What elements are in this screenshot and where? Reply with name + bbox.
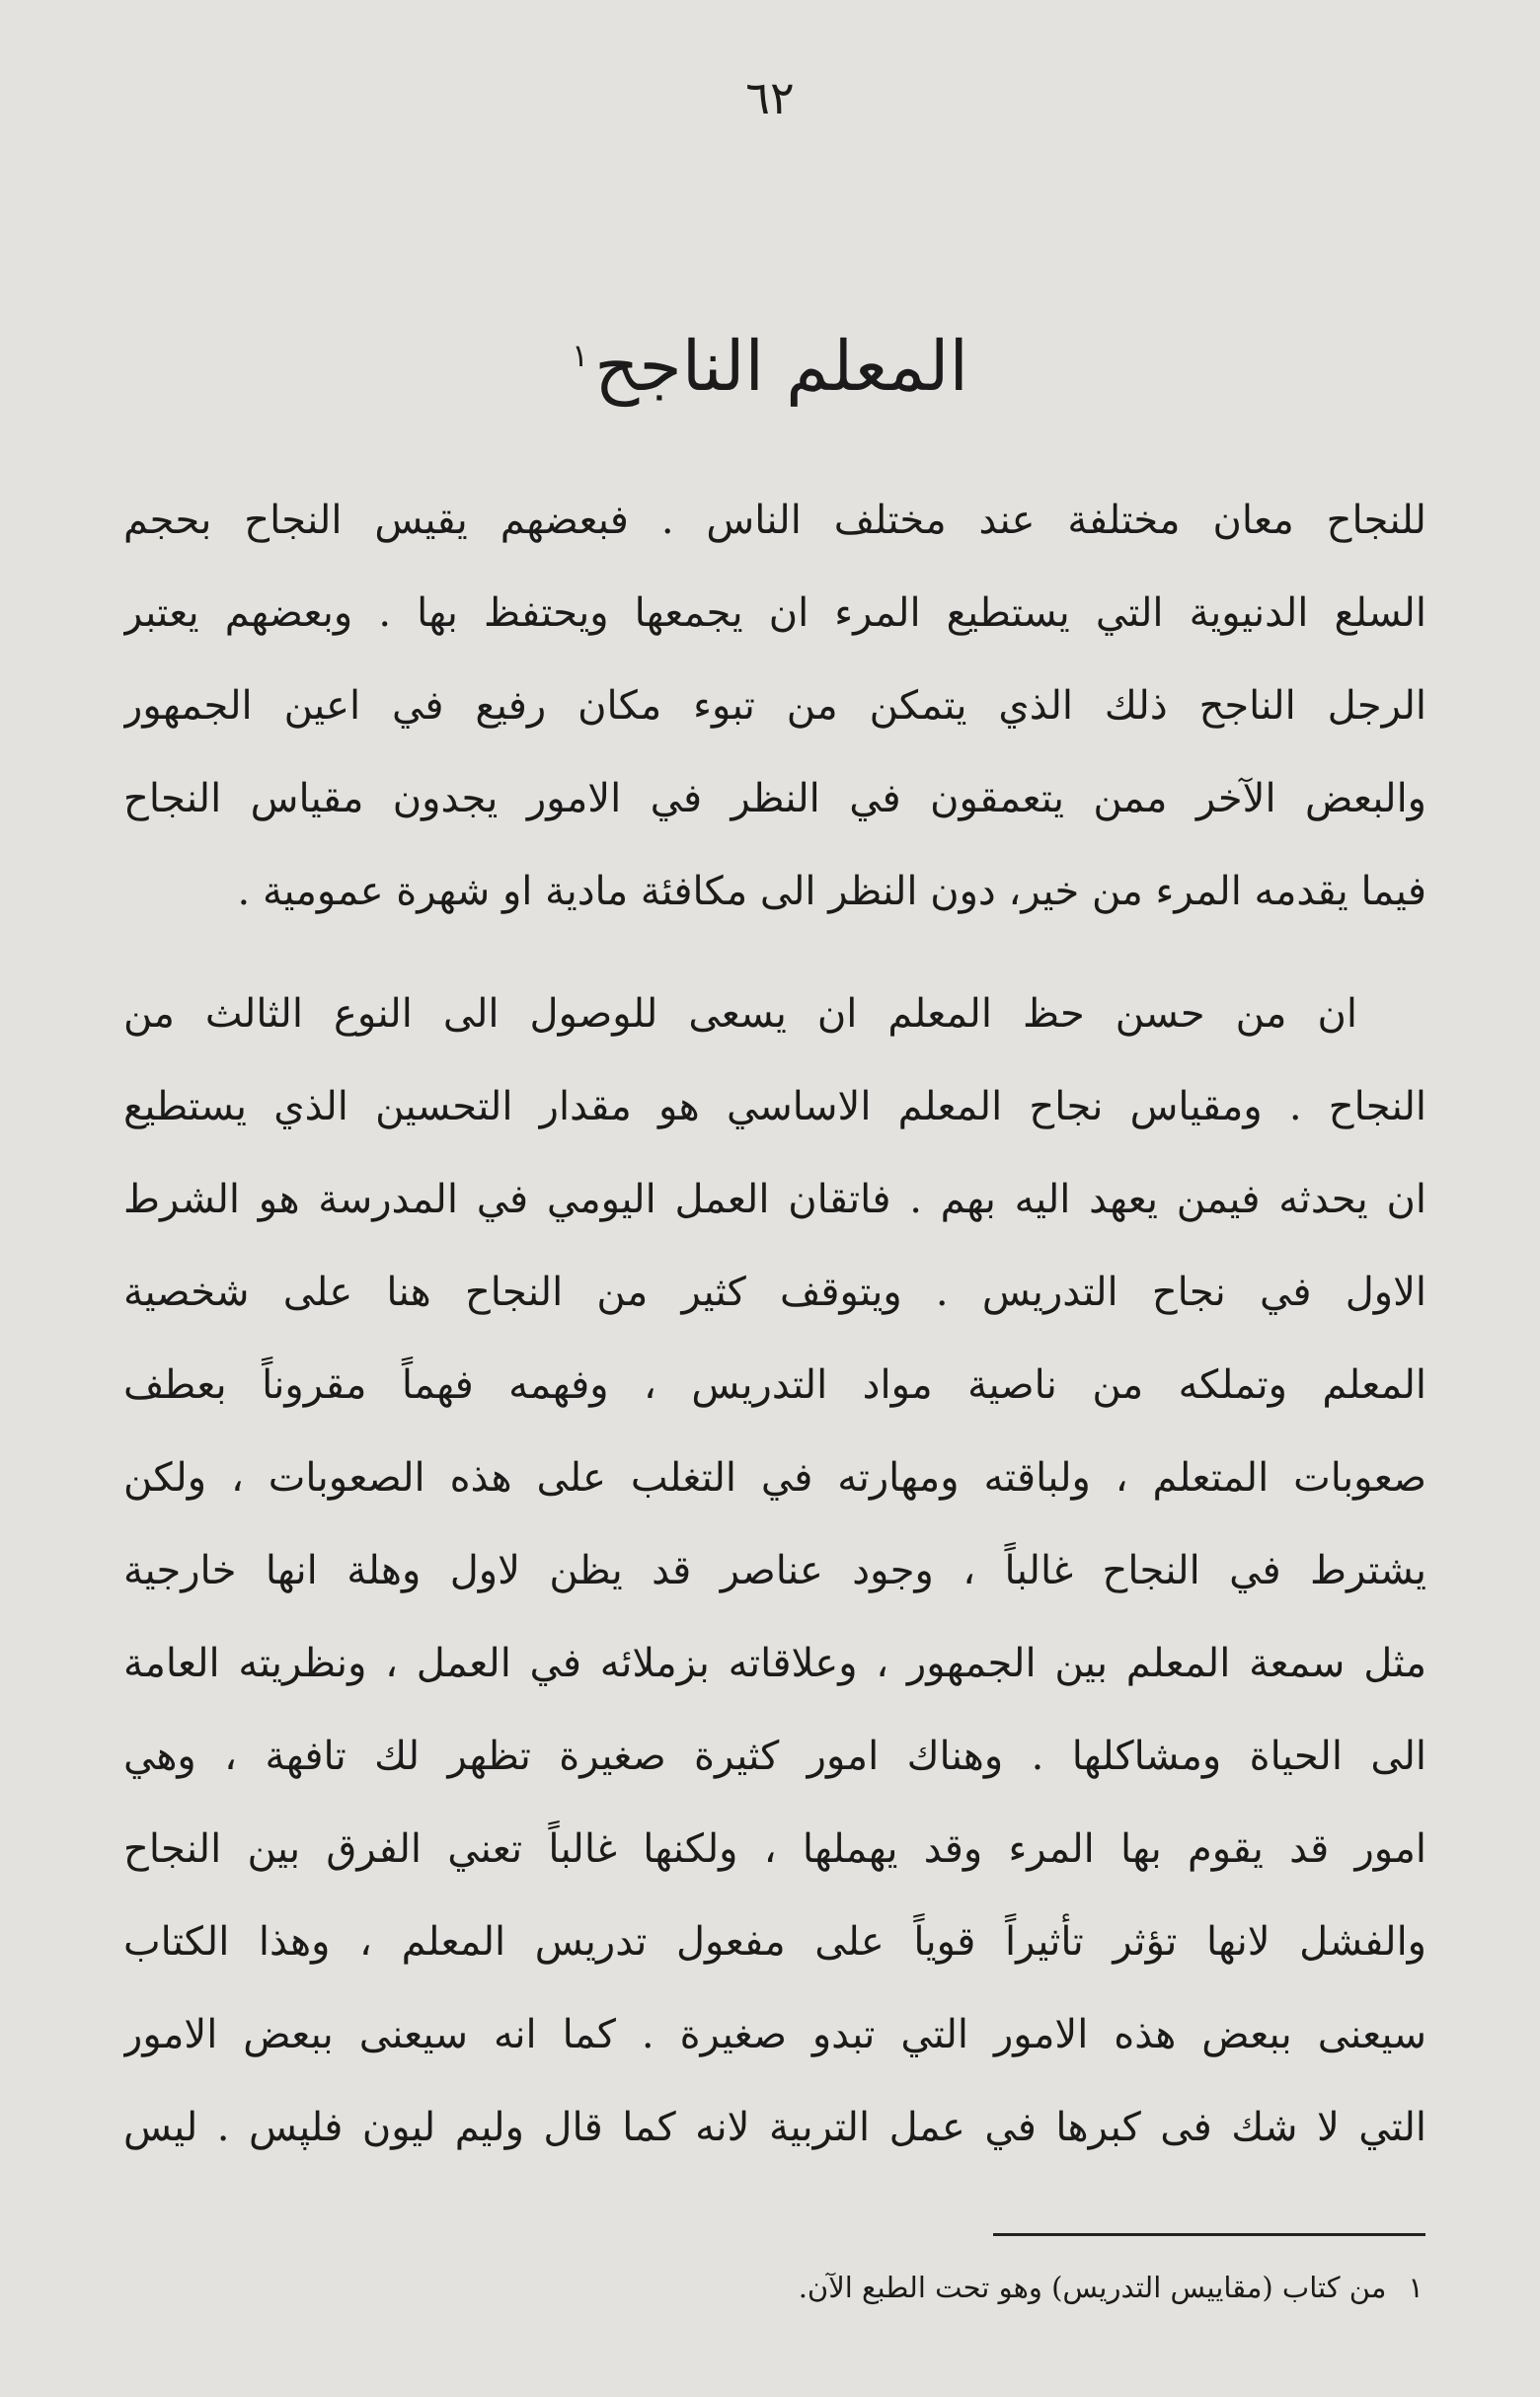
footnote-text: من كتاب (مقاييس التدريس) وهو تحت الطبع الآن. [798, 2271, 1387, 2304]
footnote [140, 2271, 1424, 2304]
text-line: يشترط في النجاح غالباً ، وجود عناصر قد يظن لاول وهلة انها خارجية [123, 1548, 1426, 1593]
paragraph-2 [123, 967, 1426, 2174]
text-line: مثل سمعة المعلم بين الجمهور ، وعلاقاته بزملائه في العمل ، ونظريته العامة [123, 1641, 1426, 1686]
text-line: الاول في نجاح التدريس . ويتوقف كثير من النجاح هنا على شخصية [123, 1270, 1426, 1315]
text-line: ان من حسن حظ المعلم ان يسعى للوصول الى النوع الثالث من [123, 991, 1357, 1037]
footnote-divider [993, 2233, 1425, 2236]
text-line: والفشل لانها تؤثر تأثيراً قوياً على مفعول تدريس المعلم ، وهذا الكتاب [123, 1919, 1426, 1965]
text-line: التي لا شك فى كبرها في عمل التربية لانه كما قال وليم ليون فلپس . ليس [123, 2105, 1426, 2150]
chapter-title-text: المعلم الناجح [594, 326, 968, 407]
page-number: ٦٢ [745, 71, 795, 124]
footnote-marker: ١ [1408, 2271, 1424, 2304]
paragraph-1 [123, 474, 1426, 938]
text-line: ان يحدثه فيمن يعهد اليه بهم . فاتقان العمل اليومي في المدرسة هو الشرط [123, 1177, 1426, 1222]
text-line: امور قد يقوم بها المرء وقد يهملها ، ولكنها غالباً تعني الفرق بين النجاح [123, 1826, 1426, 1872]
text-line: والبعض الآخر ممن يتعمقون في النظر في الامور يجدون مقياس النجاح [123, 776, 1426, 821]
text-line: سيعنى ببعض هذه الامور التي تبدو صغيرة . كما انه سيعنى ببعض الامور [123, 2012, 1426, 2057]
title-footnote-marker[interactable]: ١ [572, 336, 589, 374]
text-line: فيما يقدمه المرء من خير، دون النظر الى مكافئة مادية او شهرة عمومية . [237, 869, 1426, 914]
text-line: السلع الدنيوية التي يستطيع المرء ان يجمعها ويحتفظ بها . وبعضهم يعتبر [123, 590, 1426, 636]
text-line: الرجل الناجح ذلك الذي يتمكن من تبوء مكان رفيع في اعين الجمهور [123, 683, 1426, 729]
text-line: صعوبات المتعلم ، ولباقته ومهارته في التغلب على هذه الصعوبات ، ولكن [123, 1455, 1426, 1501]
text-line: المعلم وتملكه من ناصية مواد التدريس ، وفهمه فهماً مقروناً بعطف [123, 1362, 1426, 1408]
chapter-title [0, 326, 1540, 407]
text-line: الى الحياة ومشاكلها . وهناك امور كثيرة صغيرة تظهر لك تافهة ، وهي [123, 1734, 1426, 1779]
text-line: النجاح . ومقياس نجاح المعلم الاساسي هو مقدار التحسين الذي يستطيع [123, 1084, 1426, 1129]
text-line: للنجاح معان مختلفة عند مختلف الناس . فبعضهم يقيس النجاح بحجم [123, 498, 1426, 543]
